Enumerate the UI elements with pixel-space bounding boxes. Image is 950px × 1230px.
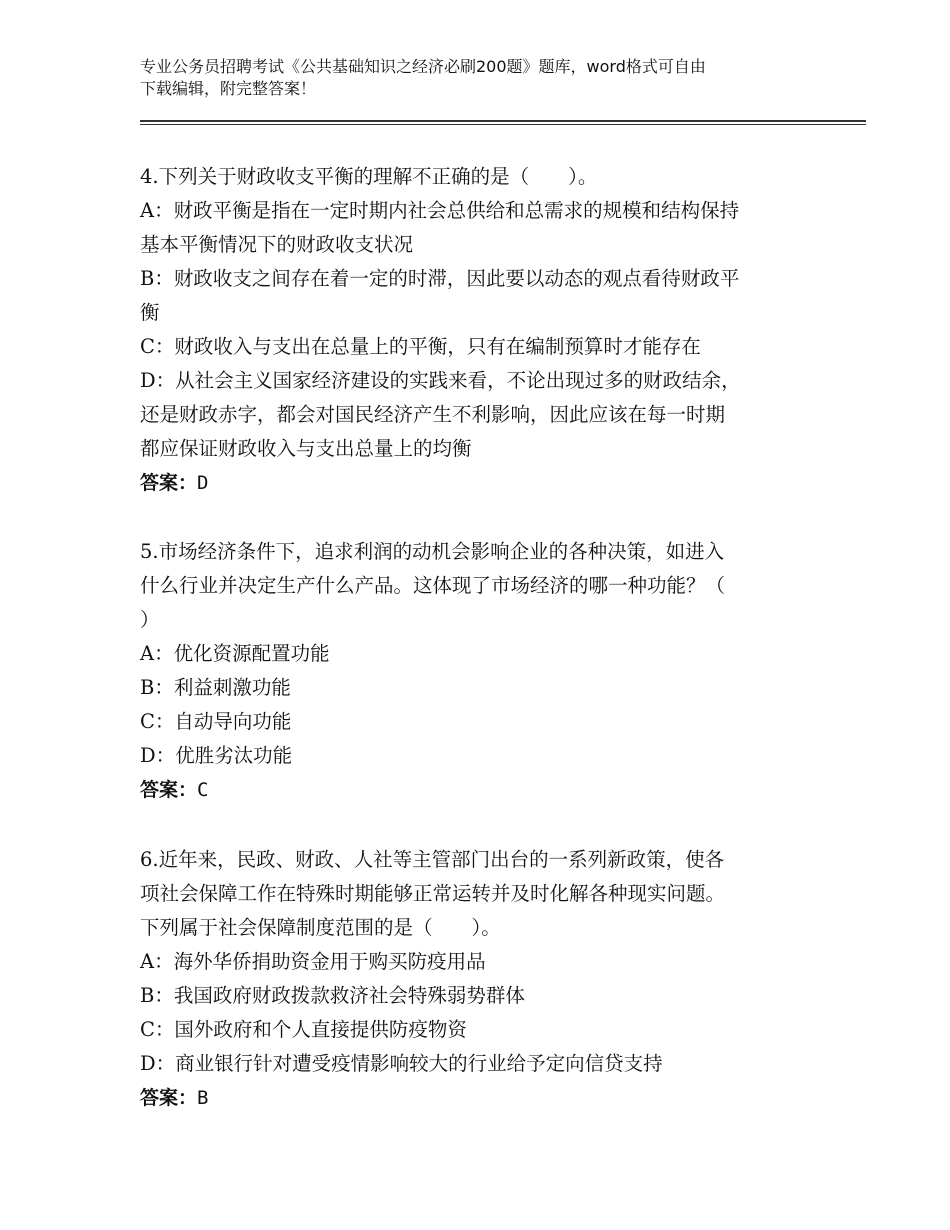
- header-divider-bottom: [140, 124, 866, 125]
- answer-line: [140, 1081, 820, 1115]
- answer-value: D: [197, 472, 209, 494]
- answer-label: 答案：: [140, 1087, 198, 1109]
- header-line-2: 下载编辑，附完整答案！: [140, 79, 317, 98]
- answer-label: 答案：: [140, 472, 198, 494]
- question-4: [140, 160, 820, 500]
- question-stem: 4.下列关于财政收支平衡的理解不正确的是（ ）。: [140, 165, 598, 188]
- question-stem-continued: 下列属于社会保障制度范围的是（ ）。: [140, 916, 501, 939]
- question-stem: 6.近年来，民政、财政、人社等主管部门出台的一系列新政策，使各: [140, 848, 725, 871]
- option-a: A：财政平衡是指在一定时期内社会总供给和总需求的规模和结构保持: [140, 199, 740, 222]
- question-6: [140, 843, 820, 1115]
- header-line-1: 专业公务员招聘考试《公共基础知识之经济必刷200题》题库，word格式可自由: [140, 57, 706, 76]
- header-divider-top: [140, 120, 866, 122]
- option-d-continued: 还是财政赤字，都会对国民经济产生不利影响，因此应该在每一时期: [140, 403, 726, 426]
- question-5: [140, 535, 820, 807]
- option-a: A：优化资源配置功能: [140, 642, 330, 665]
- question-stem-continued: 项社会保障工作在特殊时期能够正常运转并及时化解各种现实问题。: [140, 882, 726, 905]
- option-a-continued: 基本平衡情况下的财政收支状况: [140, 233, 414, 256]
- option-c: C：国外政府和个人直接提供防疫物资: [140, 1018, 467, 1041]
- document-header: [140, 56, 820, 100]
- option-b: B：利益刺激功能: [140, 676, 291, 699]
- option-d-continued: 都应保证财政收入与支出总量上的均衡: [140, 437, 472, 460]
- answer-line: [140, 773, 820, 807]
- option-a: A：海外华侨捐助资金用于购买防疫用品: [140, 950, 486, 973]
- option-d: D：从社会主义国家经济建设的实践来看，不论出现过多的财政结余，: [140, 369, 741, 392]
- option-b: B：我国政府财政拨款救济社会特殊弱势群体: [140, 984, 525, 1007]
- option-c: C：财政收入与支出在总量上的平衡，只有在编制预算时才能存在: [140, 335, 701, 358]
- answer-value: B: [197, 1087, 209, 1109]
- option-b-continued: 衡: [140, 301, 160, 324]
- option-d: D：商业银行针对遭受疫情影响较大的行业给予定向信贷支持: [140, 1052, 663, 1075]
- option-b: B：财政收支之间存在着一定的时滞，因此要以动态的观点看待财政平: [140, 267, 740, 290]
- answer-label: 答案：: [140, 779, 198, 801]
- option-d: D：优胜劣汰功能: [140, 744, 293, 767]
- answer-line: [140, 466, 820, 500]
- question-stem: 5.市场经济条件下，追求利润的动机会影响企业的各种决策，如进入: [140, 540, 725, 563]
- question-stem-continued: 什么行业并决定生产什么产品。这体现了市场经济的哪一种功能？（: [140, 574, 726, 597]
- answer-value: C: [197, 779, 209, 801]
- question-stem-continued: ）: [140, 608, 160, 631]
- option-c: C：自动导向功能: [140, 710, 292, 733]
